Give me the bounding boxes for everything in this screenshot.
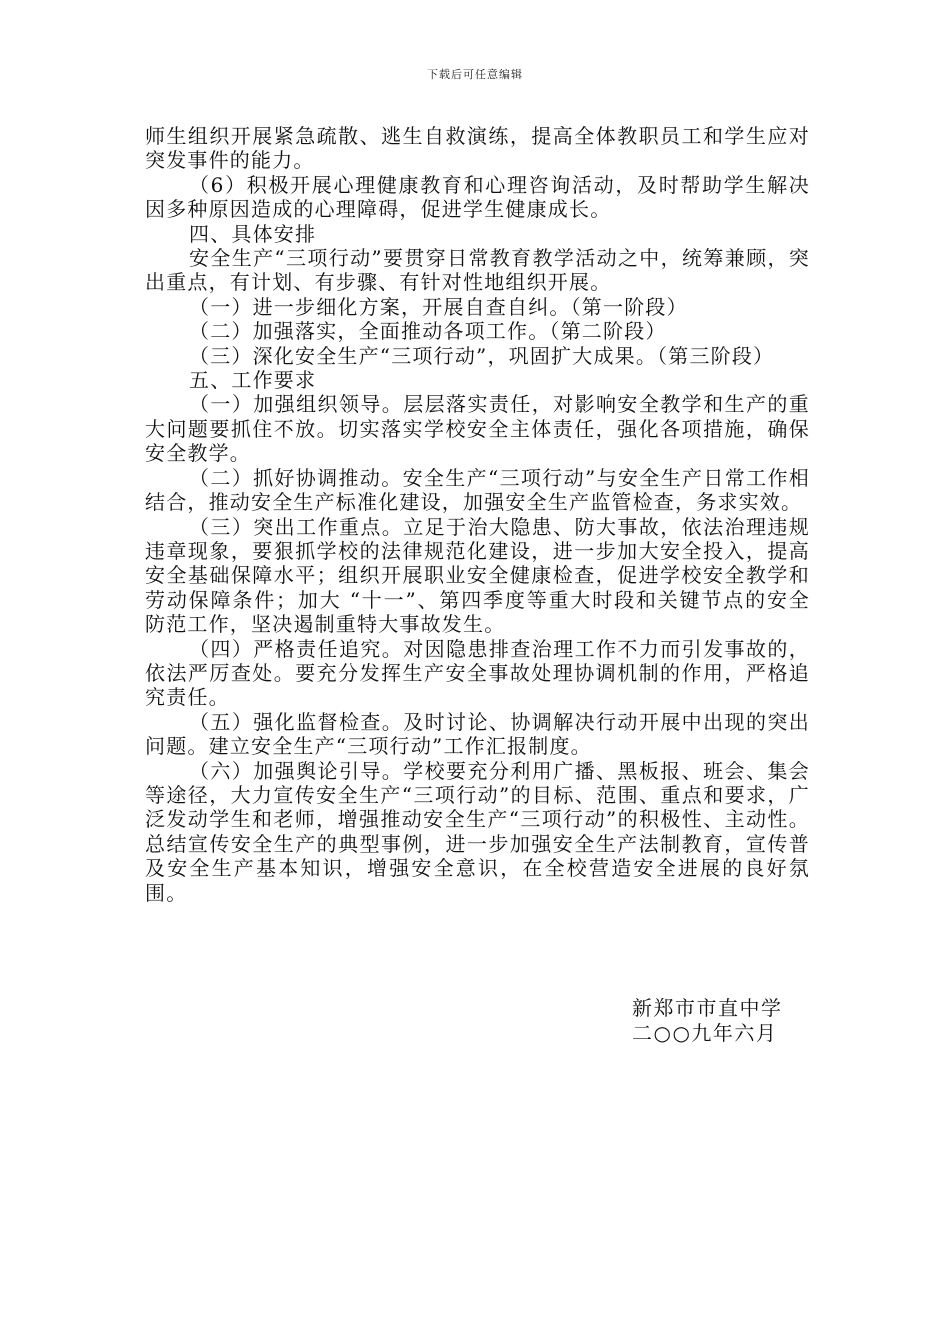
list-item: （三）深化安全生产“三项行动”，巩固扩大成果。（第三阶段） — [189, 343, 775, 368]
list-item: （三）突出工作重点。立足于治大隐患、防大事故，依法治理违规违章现象，要狠抓学校的法律规范化建设，进一步加大安全投入，提高安全基础保障水平；组织开展职业安全健康检查，促进学校安全教学和劳动保障条件；加大 “十一”、第四季度等重大时段和关键节点的安全防范工作，坚决遏制重特大事故发生。 — [145, 514, 810, 637]
paragraph: （6）积极开展心理健康教育和心理咨询活动，及时帮助学生解决因多种原因造成的心理障碍，促进学生健康成长。 — [145, 172, 810, 222]
section-heading: 五、工作要求 — [189, 368, 317, 393]
paragraph: 安全生产“三项行动”要贯穿日常教育教学活动之中，统筹兼顾，突出重点，有计划、有步骤、有针对性地组织开展。 — [145, 246, 810, 295]
document-body — [145, 124, 810, 905]
paragraph: 师生组织开展紧急疏散、逃生自救演练，提高全体教职员工和学生应对突发事件的能力。 — [145, 124, 810, 173]
list-item: （四）严格责任追究。对因隐患排查治理工作不力而引发事故的，依法严厉查处。要充分发挥生产安全事故处理协调机制的作用，严格追究责任。 — [145, 636, 810, 710]
list-item: （六）加强舆论引导。学校要充分利用广播、黑板报、班会、集会等途径，大力宣传安全生产“三项行动”的目标、范围、重点和要求，广泛发动学生和老师，增强推动安全生产“三项行动”的积极性、主动性。总结宣传安全生产的典型事例，进一步加强安全生产法制教育，宣传普及安全生产基本知识，增强安全意识，在全校营造安全进展的良好氛围。 — [145, 758, 810, 905]
section-heading: 四、具体安排 — [189, 221, 317, 246]
signature-date: 二○○九年六月 — [632, 1021, 778, 1045]
list-item: （二）抓好协调推动。安全生产“三项行动”与安全生产日常工作相结合，推动安全生产标准化建设，加强安全生产监管检查，务求实效。 — [145, 465, 810, 515]
signature-block — [632, 996, 783, 1046]
list-item: （二）加强落实，全面推动各项工作。（第二阶段） — [189, 319, 667, 344]
list-item: （五）强化监督检查。及时讨论、协调解决行动开展中出现的突出问题。建立安全生产“三项行动”工作汇报制度。 — [145, 709, 810, 759]
list-item: （一）加强组织领导。层层落实责任，对影响安全教学和生产的重大问题要抓住不放。切实落实学校安全主体责任，强化各项措施，确保安全教学。 — [145, 392, 810, 466]
page-header-note: 下载后可任意编辑 — [427, 68, 523, 81]
signature-organization: 新郑市市直中学 — [632, 996, 783, 1020]
list-item: （一）进一步细化方案，开展自查自纠。（第一阶段） — [189, 294, 688, 319]
